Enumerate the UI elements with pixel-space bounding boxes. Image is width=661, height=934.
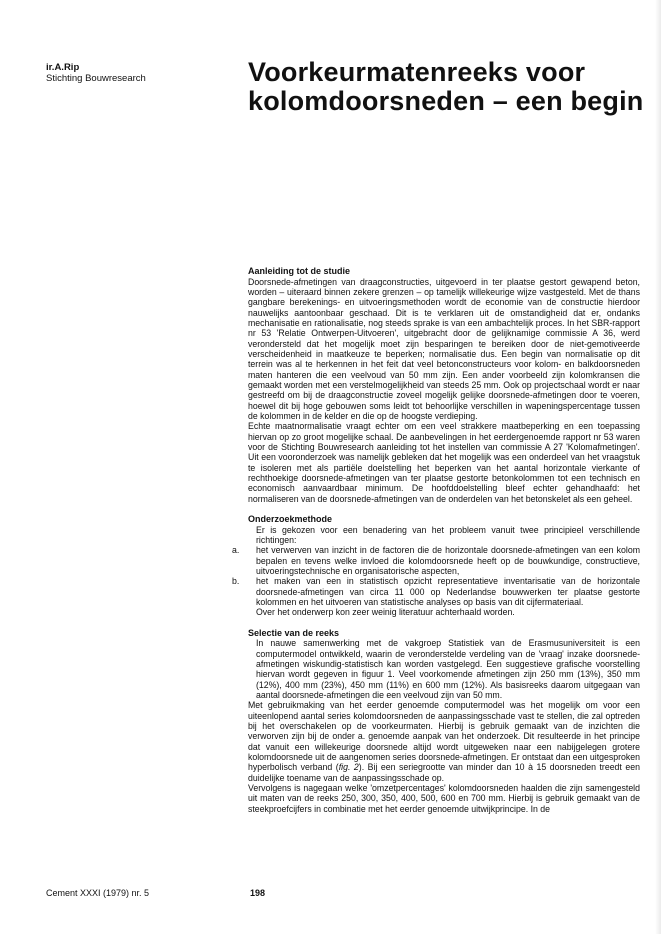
scan-edge-shadow xyxy=(655,0,661,934)
paragraph xyxy=(248,700,640,783)
section-aanleiding xyxy=(248,266,640,504)
method-list xyxy=(232,545,640,607)
page-number: 198 xyxy=(250,888,266,898)
list-marker: b. xyxy=(232,576,240,587)
list-item xyxy=(232,576,640,607)
section-heading: Selectie van de reeks xyxy=(248,627,340,638)
paragraph: Vervolgens is nagegaan welke 'omzetpercentages' kolomdoorsneden haalden die zijn samengesteld uit maten van de reeks 250, 300, 350, 400, 500, 600 en 700 mm. Hierbij is gebruik gemaakt van de steekproefcijfers in combinatie met het eerder genoemde uitwijkprincipe. In de xyxy=(248,782,640,814)
article-title-line-1: Voorkeurmatenreeks voor xyxy=(248,57,586,87)
article-body xyxy=(232,266,640,824)
paragraph: Doorsnede-afmetingen van draagconstructies, uitgevoerd in ter plaatse gestort gewapend beton, worden – uiteraard binnen zekere grenzen – op tamelijk willekeurige wijze vastgesteld. Met de thans gangbare berekenings- en uitvoeringsmethoden wordt de economie van de constructie hierdoor nauwelijks aantoonbaar geschaad. Dit is te verklaren uit de omstandigheid dat er, ondanks mechanisatie en rationalisatie, nog steeds sprake is van een ambachtelijk proces. In het SBR-rapport nr 53 'Relatie Ontwerpen-Uitvoeren', uitgebracht door de gelijknamige commissie A 36, werd verondersteld dat het mogelijk moet zijn besparingen te bereiken door de niet-gemotiveerde verscheidenheid in maatkeuze te beperken; normalisatie dus. Een begin van normalisatie op dit terrein was al te herkennen in het feit dat veel betonconstructeurs voor kolom- en balkdoorsneden maten hanteren die een veelvoud van 50 mm zijn. Een ander voorbeeld zijn kolomkransen die gemaakt worden met een verstelmogelijkheid van steeds 25 mm. Ook op projectschaal wordt er naar gestreefd om bij de draagconstructie zoveel mogelijk gelijke doorsnede-afmetingen door te voeren, hoewel dit bij hoge gebouwen soms leidt tot behoorlijke verschillen in wapeningspercentage tussen de kolommen in de kelder en die op de hoogste verdieping. xyxy=(248,276,640,421)
paragraph-text: ). Bij een seriegrootte van minder dan 10 à 15 doorsneden treedt een duidelijke toename van de aanpassingsschade op. xyxy=(248,762,640,783)
list-marker: a. xyxy=(232,545,240,556)
paragraph: Over het onderwerp kon zeer weinig literatuur achterhaald worden. xyxy=(256,607,515,618)
list-item xyxy=(232,545,640,576)
paragraph: Er is gekozen voor een benadering van het probleem vanuit twee principieel verschillende richtingen: xyxy=(256,524,640,545)
article-title xyxy=(248,58,648,116)
paragraph-text: Met gebruikmaking van het eerder genoemde computermodel was het mogelijk om voor een uiteenlopend aantal series kolomdoorsneden de aanpassingsschade vast te stellen, die zal optreden bij het overschakelen op de voorkeurmaten. Hierbij is gebruik gemaakt van de inzichten die verworven zijn bij de onder a. genoemde aanpak van het onderzoek. Dit resulteerde in het principe dat vanuit een willekeurige doorsnede altijd wordt uitgeweken naar een nabijgelegen grotere kolomdoorsnede uit de aangenomen series doorsnede-afmetingen. Er ontstaat dan een uitgesproken hyperbolisch verband ( xyxy=(248,700,640,773)
list-item-text: het maken van een in statistisch opzicht representatieve inventarisatie van de horizontale doorsnede-afmetingen van circa 11 000 op Nederlandse bouwwerken ter plaatse gestorte kolommen en het uitvoeren van statistische analyses op basis van dit cijfermateriaal. xyxy=(256,576,640,607)
section-onderzoekmethode xyxy=(232,514,640,618)
author-organization: Stichting Bouwresearch xyxy=(46,73,146,84)
list-item-text: het verwerven van inzicht in de factoren die de horizontale doorsnede-afmetingen van een kolom bepalen en tevens welke invloed die kolomdoorsnede heeft op de bouwkundige, constructieve, uitvoeringstechnische en organisatorische aspecten, xyxy=(256,545,640,576)
author-name: ir.A.Rip xyxy=(46,62,80,73)
section-selectie xyxy=(248,628,640,814)
paragraph: In nauwe samenwerking met de vakgroep Statistiek van de Erasmusuniversiteit is een computermodel ontwikkeld, waarin de veronderstelde verdeling van de 'vraag' inzake doorsnede-afmetingen wiskundig-statistisch kan worden vastgelegd. Een suggestieve grafische voorstelling hiervan wordt gegeven in figuur 1. Veel voorkomende afmetingen zijn 250 mm (13%), 350 mm (12%), 400 mm (23%), 450 mm (11%) en 600 mm (12%). Als basisreeks daarom uitgegaan van aantal doorsnede-afmetingen die een veelvoud zijn van 50 mm. xyxy=(256,638,640,700)
paragraph: Echte maatnormalisatie vraagt echter om een veel strakkere maatbeperking en een toepassing hiervan op zo groot mogelijke schaal. De aanbevelingen in het eerdergenoemde rapport nr 53 waren voor de Stichting Bouwresearch aanleiding tot het instellen van commissie A 27 'Kolomafmetingen'. Uit een vooronderzoek was namelijk gebleken dat het mogelijk was een onderdeel van het vraagstuk te isoleren met als partiële doelstelling het beperken van het aantal horizontale vierkante of rechthoekige doorsnede-afmetingen van ter plaatse gestorte betonkolommen tot een technisch en economisch aanvaardbaar minimum. De hoofddoelstelling bleef echter gehandhaafd: het normaliseren van de doorsnede-afmetingen van de onderdelen van het betonskelet als een geheel. xyxy=(248,421,640,504)
byline xyxy=(46,62,146,84)
section-heading: Onderzoekmethode xyxy=(248,514,333,525)
section-heading: Aanleiding tot de studie xyxy=(248,266,351,276)
article-title-line-2: kolomdoorsneden – een begin xyxy=(248,86,644,116)
figure-reference: fig. 2 xyxy=(338,762,359,773)
journal-reference: Cement XXXI (1979) nr. 5 xyxy=(46,888,150,898)
